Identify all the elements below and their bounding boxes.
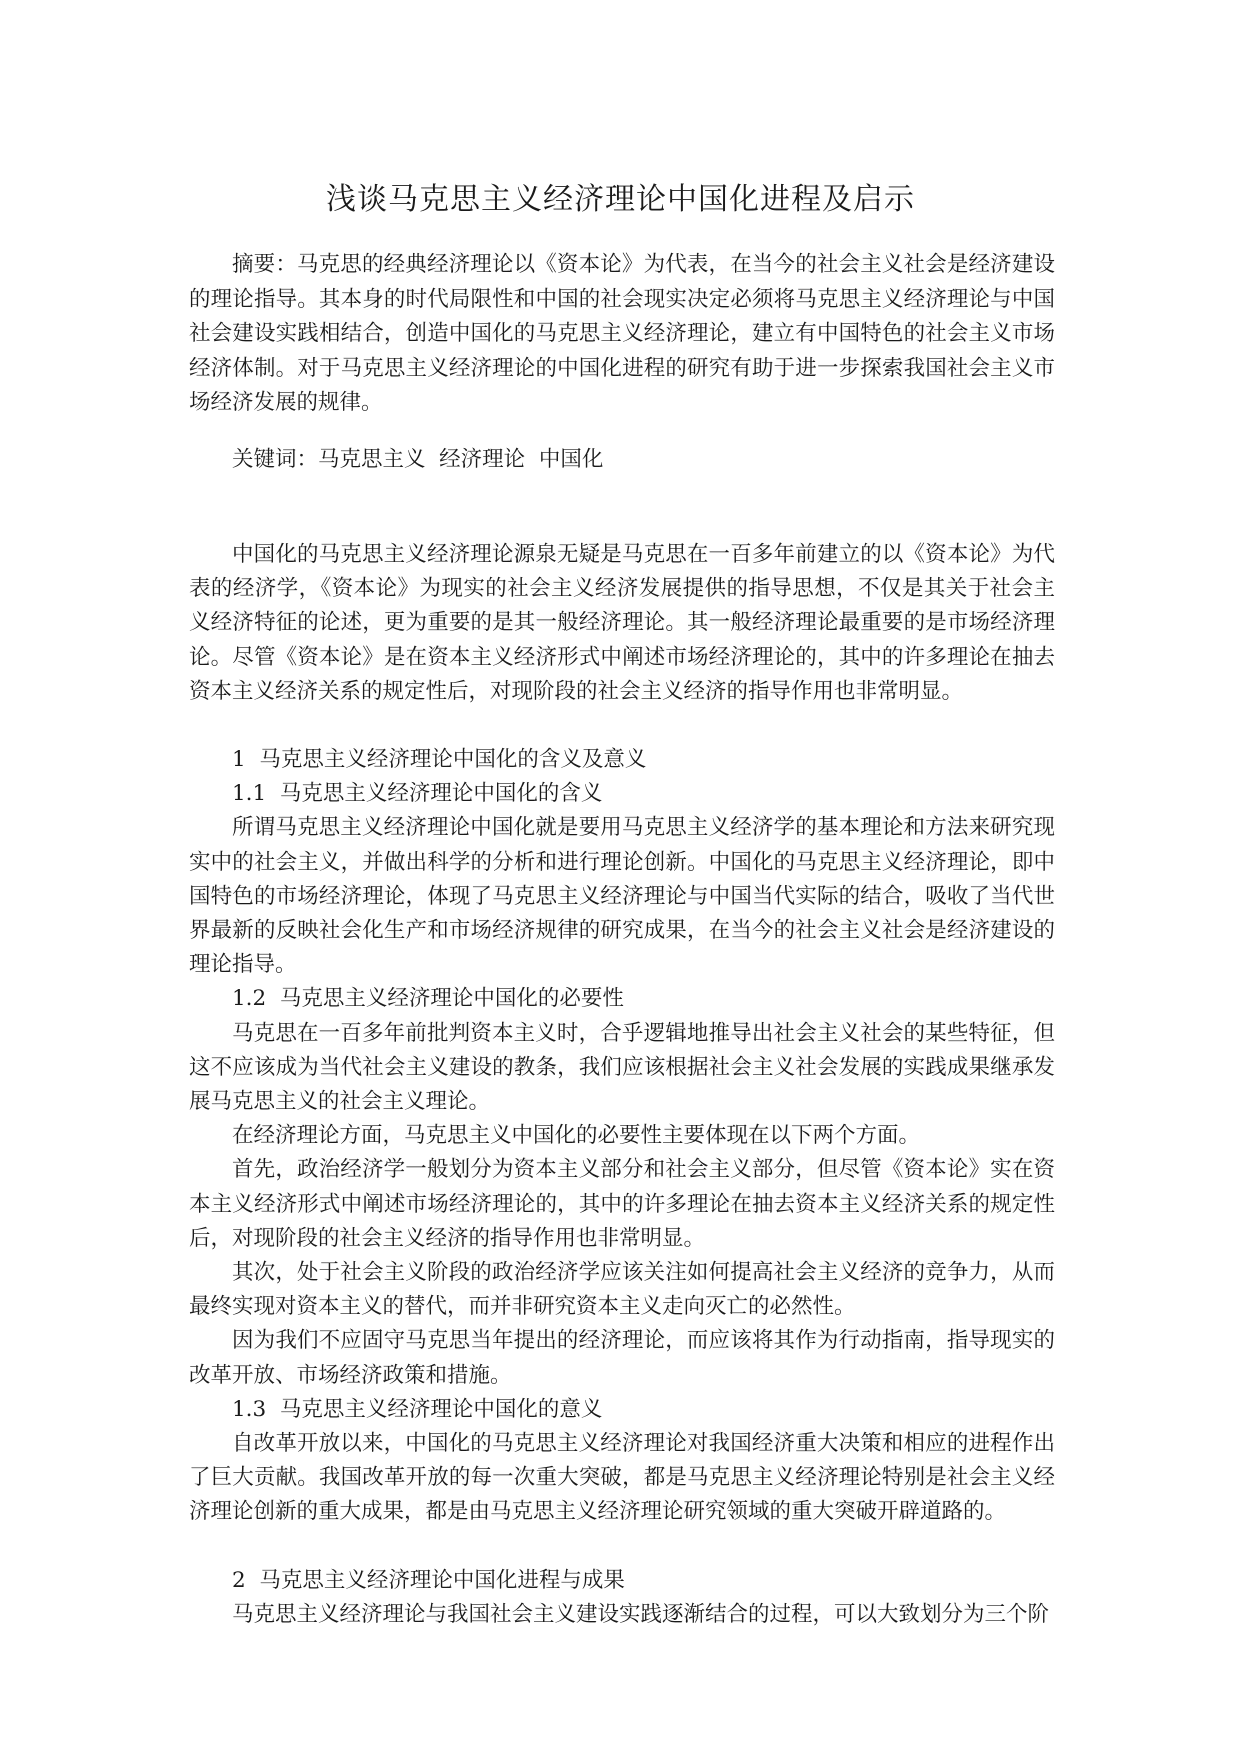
body-text (189, 538, 1055, 1632)
keywords-line: 关键词：马克思主义 经济理论 中国化 (232, 447, 604, 472)
abstract-paragraph: 摘要：马克思的经典经济理论以《资本论》为代表，在当今的社会主义社会是经济建设的理论指导。其本身的时代局限性和中国的社会现实决定必须将马克思主义经济理论与中国社会建设实践相结合，创造中国化的马克思主义经济理论，建立有中国特色的社会主义市场经济体制。对于马克思主义经济理论的中国化进程的研究有助于进一步探索我国社会主义市场经济发展的规律。 (189, 252, 1055, 415)
keywords-block (189, 443, 1055, 478)
section-1-2-paragraph-3: 首先，政治经济学一般划分为资本主义部分和社会主义部分，但尽管《资本论》实在资本主义经济形式中阐述市场经济理论的，其中的许多理论在抽去资本主义经济关系的规定性后，对现阶段的社会主义经济的指导作用也非常明显。 (189, 1157, 1055, 1251)
spacer (189, 709, 1055, 743)
abstract-block (189, 248, 1055, 421)
section-1-2-paragraph-2: 在经济理论方面，马克思主义中国化的必要性主要体现在以下两个方面。 (232, 1123, 921, 1149)
section-1-2-paragraph-4: 其次，处于社会主义阶段的政治经济学应该关注如何提高社会主义经济的竞争力，从而最终实现对资本主义的替代，而并非研究资本主义走向灭亡的必然性。 (189, 1260, 1055, 1320)
section-1-1-paragraph: 所谓马克思主义经济理论中国化就是要用马克思主义经济学的基本理论和方法来研究现实中的社会主义，并做出科学的分析和进行理论创新。中国化的马克思主义经济理论，即中国特色的市场经济理论，体现了马克思主义经济理论与中国当代实际的结合，吸收了当代世界最新的反映社会化生产和市场经济规律的研究成果，在当今的社会主义社会是经济建设的理论指导。 (189, 815, 1055, 978)
section-1-1-heading: 1.1 马克思主义经济理论中国化的含义 (232, 781, 603, 807)
section-1-heading: 1 马克思主义经济理论中国化的含义及意义 (232, 747, 647, 773)
section-1-2-paragraph-1: 马克思在一百多年前批判资本主义时，合乎逻辑地推导出社会主义社会的某些特征，但这不应该成为当代社会主义建设的教条，我们应该根据社会主义社会发展的实践成果继承发展马克思主义的社会主义理论。 (189, 1020, 1055, 1115)
section-1-2-paragraph-5: 因为我们不应固守马克思当年提出的经济理论，而应该将其作为行动指南，指导现实的改革开放、市场经济政策和措施。 (189, 1328, 1055, 1388)
section-2-paragraph: 马克思主义经济理论与我国社会主义建设实践逐渐结合的过程，可以大致划分为三个阶 (232, 1601, 1050, 1627)
section-1-3-paragraph: 自改革开放以来，中国化的马克思主义经济理论对我国经济重大决策和相应的进程作出了巨大贡献。我国改革开放的每一次重大突破，都是马克思主义经济理论特别是社会主义经济理论创新的重大成果，都是由马克思主义经济理论研究领域的重大突破开辟道路的。 (189, 1431, 1055, 1525)
intro-paragraph: 中国化的马克思主义经济理论源泉无疑是马克思在一百多年前建立的以《资本论》为代表的经济学，《资本论》为现实的社会主义经济发展提供的指导思想，不仅是其关于社会主义经济特征的论述，更为重要的是其一般经济理论。其一般经济理论最重要的是市场经济理论。尽管《资本论》是在资本主义经济形式中阐述市场经济理论的，其中的许多理论在抽去资本主义经济关系的规定性后，对现阶段的社会主义经济的指导作用也非常明显。 (189, 542, 1055, 704)
spacer (189, 1530, 1055, 1564)
section-1-2-heading: 1.2 马克思主义经济理论中国化的必要性 (232, 986, 624, 1012)
section-1-3-heading: 1.3 马克思主义经济理论中国化的意义 (232, 1396, 603, 1422)
document-title: 浅谈马克思主义经济理论中国化进程及启示 (326, 182, 915, 218)
section-2-heading: 2 马克思主义经济理论中国化进程与成果 (232, 1567, 625, 1593)
